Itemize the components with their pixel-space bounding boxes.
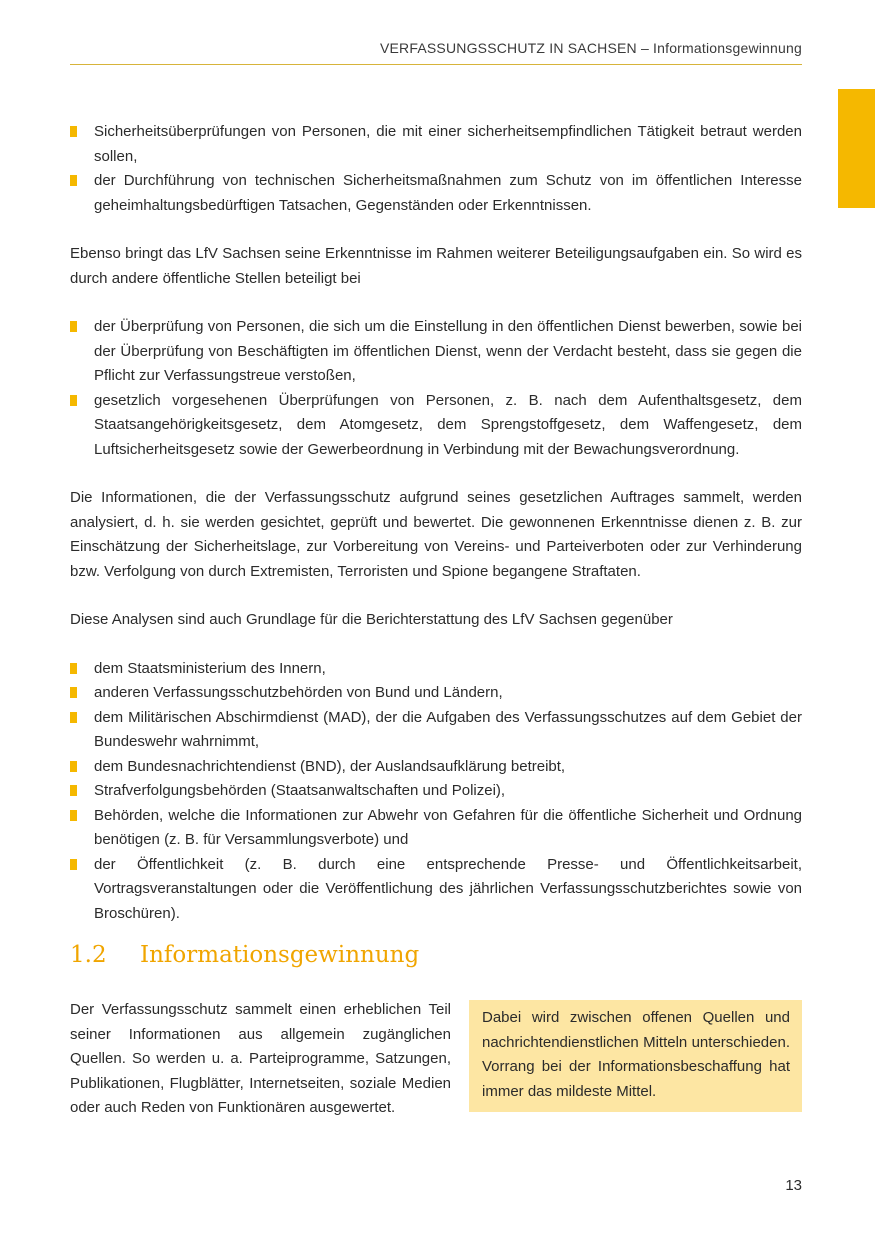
header-separator: – [636,40,654,56]
list-item: der Öffentlichkeit (z. B. durch eine entsprechende Presse- und Öffentlichkeitsarbeit, Vortragsveranstaltungen oder die Veröffentlichung des jährlichen Verfassungsschutzberichtes sowie von Broschüren). [70,853,802,927]
bullet-list-2 [70,315,802,462]
bullet-marker-icon [70,810,77,821]
paragraph-participation: Ebenso bringt das LfV Sachsen seine Erkenntnisse im Rahmen weiterer Beteiligungsaufgaben ein. So wird es durch andere öffentliche Stellen beteiligt bei [70,245,802,287]
paragraph-analysis: Die Informationen, die der Verfassungsschutz aufgrund seines gesetzlichen Auftrages sammelt, werden analysiert, d. h. sie werden gesichtet, geprüft und bewertet. Die gewonnenen Erkenntnisse dienen z. B. zur Einschätzung der Sicherheitslage, zur Vorbereitung von Vereins- und Parteiverboten oder zur Verhinderung bzw. Verfolgung von durch Extremisten, Terroristen und Spione begangene Straftaten. [70,489,802,580]
bullet-marker-icon [70,687,77,698]
list-item: dem Staatsministerium des Innern, [70,657,802,682]
bullet-list-3 [70,657,802,927]
paragraph-reporting: Diese Analysen sind auch Grundlage für die Berichterstattung des LfV Sachsen gegenüber [70,611,673,628]
list-item: Behörden, welche die Informationen zur Abwehr von Gefahren für die öffentliche Sicherheit und Ordnung benötigen (z. B. für Versammlungsverbote) und [70,804,802,853]
bullet-marker-icon [70,785,77,796]
callout-text: Dabei wird zwischen offenen Quellen und nachrichtendienstlichen Mitteln unterschieden. Vorrang bei der Informationsbeschaffung hat immer das mildeste Mittel. [482,1009,790,1100]
main-content [70,120,802,926]
section-title: Informationsgewinnung [140,942,420,968]
section-number: 1.2 [70,942,107,968]
list-item: gesetzlich vorgesehenen Überprüfungen von Personen, z. B. nach dem Aufenthaltsgesetz, dem Staatsangehörigkeitsgesetz, dem Atomgesetz, dem Sprengstoffgesetz, dem Waffengesetz, dem Luftsicherheitsgesetz sowie der Gewerbeordnung in Verbindung mit der Bewachungsverordnung. [70,389,802,463]
bullet-marker-icon [70,712,77,723]
list-item: dem Bundesnachrichtendienst (BND), der Auslandsaufklärung betreibt, [70,755,802,780]
header-chapter: Informationsgewinnung [653,40,802,56]
list-item: Sicherheitsüberprüfungen von Personen, die mit einer sicherheitsempfindlichen Tätigkeit betraut werden sollen, [70,120,802,169]
bullet-marker-icon [70,761,77,772]
running-header [70,40,802,65]
list-item: dem Militärischen Abschirmdienst (MAD), der die Aufgaben des Verfassungsschutzes auf dem Gebiet der Bundeswehr wahrnimmt, [70,706,802,755]
list-item: Strafverfolgungsbehörden (Staatsanwaltschaften und Polizei), [70,779,802,804]
list-item: anderen Verfassungsschutzbehörden von Bund und Ländern, [70,681,802,706]
section-intro-paragraph: Der Verfassungsschutz sammelt einen erheblichen Teil seiner Informationen aus allgemein zugänglichen Quellen. So werden u. a. Parteiprogramme, Satzungen, Publikationen, Flugblätter, Internetseiten, soziale Medien oder auch Reden von Funktionären ausgewertet. [70,1001,451,1116]
bullet-marker-icon [70,126,77,137]
header-section: VERFASSUNGSSCHUTZ IN SACHSEN [379,40,637,56]
callout-box [469,1000,802,1112]
bullet-marker-icon [70,395,77,406]
list-item: der Durchführung von technischen Sicherheitsmaßnahmen zum Schutz von im öffentlichen Interesse geheimhaltungsbedürftigen Tatsachen, Gegenständen oder Erkenntnissen. [70,169,802,218]
bullet-marker-icon [70,859,77,870]
section-heading [70,942,419,968]
bullet-list-1 [70,120,802,218]
bullet-marker-icon [70,175,77,186]
page-number: 13 [785,1177,802,1194]
bullet-marker-icon [70,663,77,674]
list-item: der Überprüfung von Personen, die sich um die Einstellung in den öffentlichen Dienst bewerben, sowie bei der Überprüfung von Beschäftigten im öffentlichen Dienst, wenn der Verdacht besteht, dass sie gegen die Pflicht zur Verfassungstreue verstoßen, [70,315,802,389]
chapter-tab-marker [838,89,875,208]
bullet-marker-icon [70,321,77,332]
